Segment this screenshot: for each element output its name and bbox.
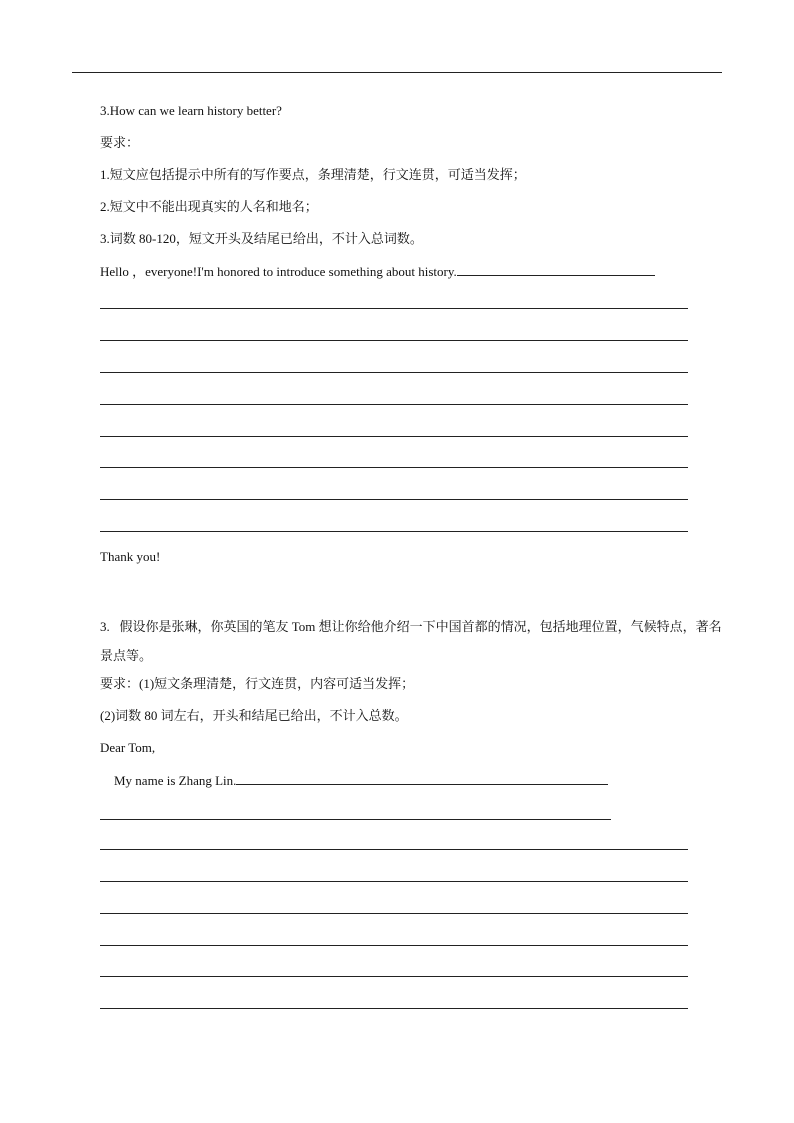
requirement-3: 3.词数 80-120，短文开头及结尾已给出，不计入总词数。 — [100, 231, 423, 246]
answer-line[interactable] — [100, 499, 688, 500]
answer-line[interactable] — [100, 945, 688, 946]
letter-first-sentence: My name is Zhang Lin. — [114, 773, 237, 788]
header-rule — [72, 72, 722, 73]
answer-line[interactable] — [100, 531, 688, 532]
prompt-text: 假设你是张琳，你英国的笔友 Tom 想让你给他介绍一下中国首都的情况，包括地理位置，气候特点，著名景点等。 — [100, 619, 722, 663]
answer-line[interactable] — [100, 819, 611, 820]
answer-line[interactable] — [100, 467, 688, 468]
essay-opening-line — [100, 263, 655, 280]
question-title: 3.How can we learn history better? — [100, 103, 282, 118]
section2-requirement-2: (2)词数 80 词左右，开头和结尾已给出，不计入总数。 — [100, 708, 408, 723]
answer-line[interactable] — [100, 913, 688, 914]
answer-blank-inline[interactable] — [236, 772, 608, 785]
answer-blank-inline[interactable] — [457, 263, 655, 276]
answer-line[interactable] — [100, 849, 688, 850]
requirements-heading: 要求： — [100, 135, 140, 150]
answer-line[interactable] — [100, 976, 688, 977]
answer-line[interactable] — [100, 308, 688, 309]
section2-requirement-1: 要求：(1)短文条理清楚，行文连贯，内容可适当发挥； — [100, 676, 415, 691]
prompt-paragraph — [100, 612, 722, 670]
answer-line[interactable] — [100, 881, 688, 882]
prompt-number: 3. — [100, 619, 110, 634]
essay-closing: Thank you! — [100, 549, 161, 564]
answer-line[interactable] — [100, 340, 688, 341]
letter-first-line — [114, 772, 608, 789]
answer-line[interactable] — [100, 404, 688, 405]
letter-greeting: Dear Tom, — [100, 740, 156, 755]
requirement-1: 1.短文应包括提示中所有的写作要点，条理清楚，行文连贯，可适当发挥； — [100, 167, 526, 182]
answer-line[interactable] — [100, 372, 688, 373]
requirement-2: 2.短文中不能出现真实的人名和地名； — [100, 199, 318, 214]
answer-line[interactable] — [100, 1008, 688, 1009]
essay-opening: Hello ，everyone!I'm honored to introduce something about history. — [100, 264, 457, 279]
answer-line[interactable] — [100, 436, 688, 437]
